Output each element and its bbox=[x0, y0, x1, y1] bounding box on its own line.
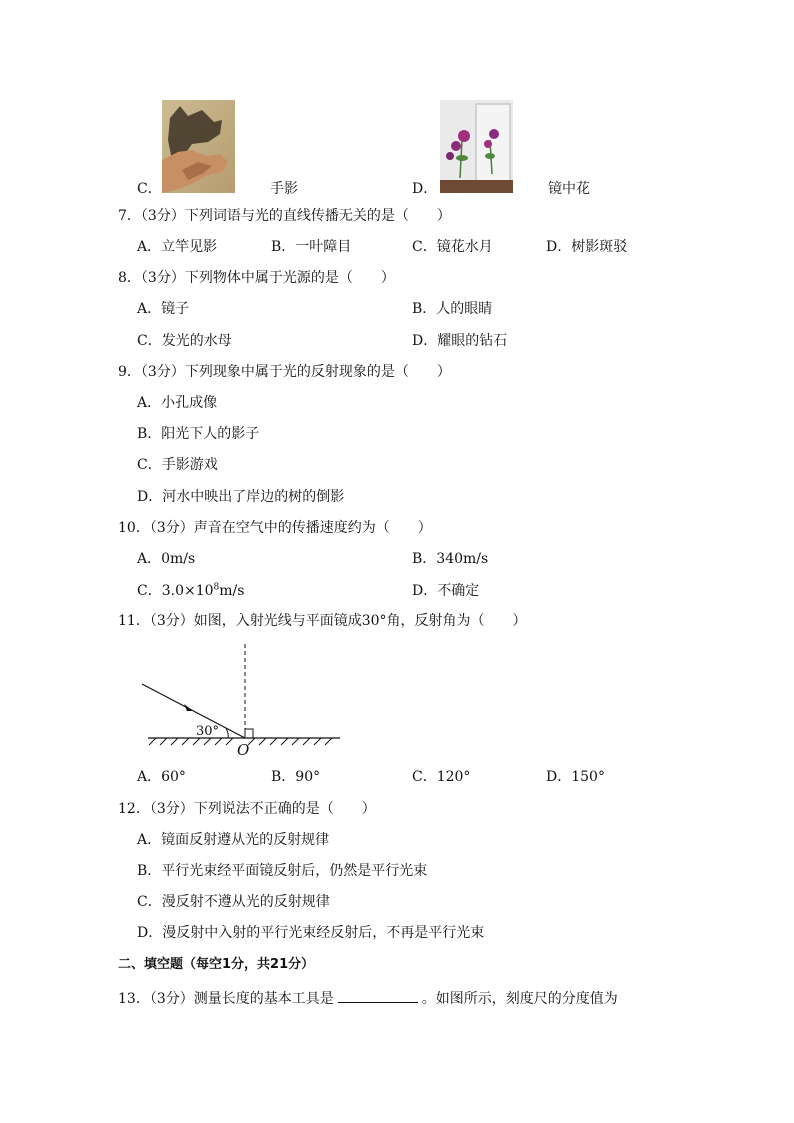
q9-option-c: C．手影游戏 bbox=[137, 457, 218, 473]
q8-stem: 8．（3分）下列物体中属于光源的是（ ） bbox=[118, 270, 395, 286]
q8-option-c: C．发光的水母 bbox=[137, 333, 232, 349]
q10-option-c-base: C．3.0×10 bbox=[137, 583, 214, 599]
q6-option-c-caption: 手影 bbox=[270, 181, 298, 197]
q8-option-b: B．人的眼睛 bbox=[412, 301, 493, 317]
reflection-diagram bbox=[140, 640, 350, 760]
q6-option-d-label: D． bbox=[412, 181, 438, 197]
q10-option-a: A．0m/s bbox=[137, 551, 196, 567]
q7-option-a: A．立竿见影 bbox=[137, 239, 218, 255]
q13-answer-blank[interactable] bbox=[338, 988, 418, 1003]
q13-stem-part-b: 。如图所示，刻度尺的分度值为 bbox=[421, 991, 618, 1007]
q8-option-a: A．镜子 bbox=[137, 301, 190, 317]
q7-option-c: C．镜花水月 bbox=[412, 239, 493, 255]
q11-option-c: C．120° bbox=[412, 769, 471, 785]
q7-option-d: D．树影斑驳 bbox=[546, 239, 628, 255]
mirror-flower-photo bbox=[440, 100, 513, 193]
q11-option-a: A．60° bbox=[137, 769, 186, 785]
q10-option-c-unit: m/s bbox=[219, 583, 245, 599]
q13-stem bbox=[118, 988, 618, 1008]
q8-option-d: D．耀眼的钻石 bbox=[412, 333, 508, 349]
right-angle-mark bbox=[245, 729, 253, 738]
q7-option-b: B．一叶障目 bbox=[271, 239, 352, 255]
q11-option-d: D．150° bbox=[546, 769, 605, 785]
q9-option-b: B．阳光下人的影子 bbox=[137, 426, 260, 442]
angle-label: 30° bbox=[196, 724, 220, 739]
q11-stem: 11．（3分）如图，入射光线与平面镜成30°角，反射角为（ ） bbox=[118, 613, 527, 629]
q12-stem: 12．（3分）下列说法不正确的是（ ） bbox=[118, 801, 376, 817]
q9-stem: 9．（3分）下列现象中属于光的反射现象的是（ ） bbox=[118, 364, 451, 380]
q12-option-b: B．平行光束经平面镜反射后，仍然是平行光束 bbox=[137, 863, 428, 879]
q6-option-d-caption: 镜中花 bbox=[548, 181, 590, 197]
q9-option-d: D．河水中映出了岸边的树的倒影 bbox=[137, 489, 345, 505]
q7-stem: 7．（3分）下列词语与光的直线传播无关的是（ ） bbox=[118, 208, 451, 224]
point-o-label: O bbox=[237, 741, 250, 759]
ray-arrow-icon bbox=[184, 704, 193, 711]
q12-option-a: A．镜面反射遵从光的反射规律 bbox=[137, 832, 330, 848]
q10-stem: 10．（3分）声音在空气中的传播速度约为（ ） bbox=[118, 520, 432, 536]
hand-shadow-photo bbox=[162, 100, 235, 193]
q11-option-b: B．90° bbox=[271, 769, 321, 785]
incident-ray bbox=[142, 684, 245, 738]
q10-option-d: D．不确定 bbox=[412, 583, 480, 599]
q6-option-c-label: C． bbox=[137, 181, 162, 197]
q12-option-d: D．漫反射中入射的平行光束经反射后，不再是平行光束 bbox=[137, 925, 485, 941]
q10-option-c-exponent: 8 bbox=[213, 582, 220, 593]
q10-option-b: B．340m/s bbox=[412, 551, 489, 567]
section-heading: 二、填空题（每空1分，共21分） bbox=[118, 957, 315, 972]
q13-stem-part-a: 13．（3分）测量长度的基本工具是 bbox=[118, 991, 334, 1007]
q9-option-a: A．小孔成像 bbox=[137, 395, 218, 411]
q10-option-c bbox=[137, 582, 244, 600]
q12-option-c: C．漫反射不遵从光的反射规律 bbox=[137, 894, 330, 910]
